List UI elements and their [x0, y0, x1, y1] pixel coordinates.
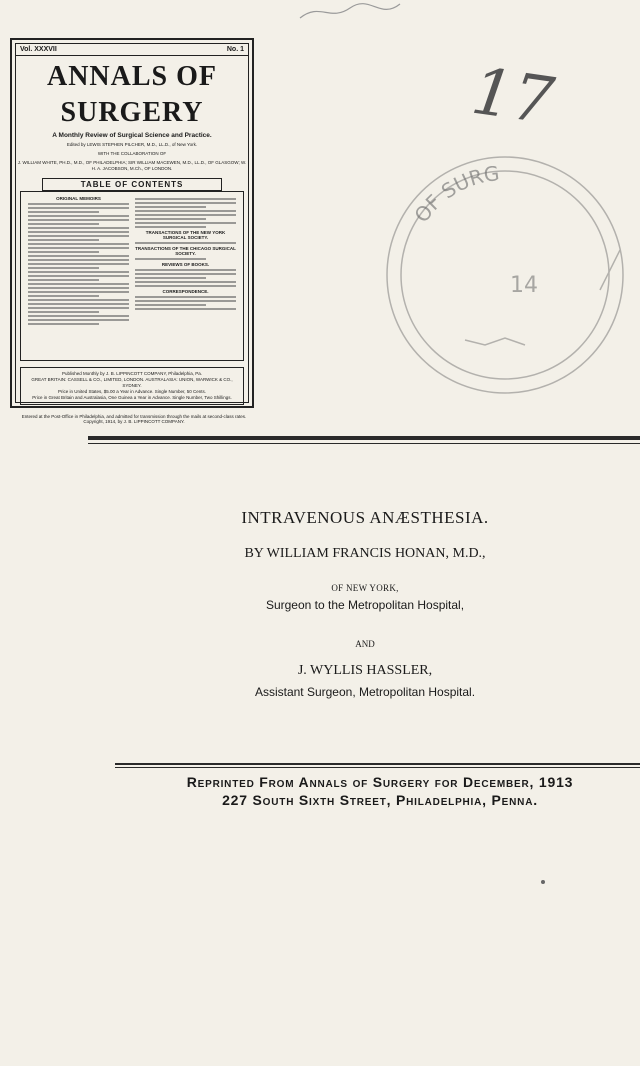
- price-line-2: Price in Great Britain and Australasia, One Guinea a Year in Advance. Single Number, Two Shillings.: [32, 395, 232, 400]
- toc-left-heading: ORIGINAL MEMOIRS: [56, 196, 101, 201]
- author-1-location: OF NEW YORK,: [331, 583, 399, 593]
- entered-line: Entered at the Post-Office in Philadelphia, and admitted for transmission through the mails at second-class rates.: [21, 414, 247, 419]
- agents-line: GREAT BRITAIN: CASSELL & CO., LIMITED, LONDON. AUSTRALASIA: UNION, WARWICK & CO., SYDNEY.: [31, 377, 233, 388]
- paper-speck: [541, 880, 545, 884]
- bottom-rule-1: [115, 763, 640, 765]
- journal-cover-frame: [15, 43, 249, 403]
- toc-right-heading-2: TRANSACTIONS OF THE CHICAGO SURGICAL SOCIETY.: [135, 246, 236, 256]
- toc-right-heading-1: TRANSACTIONS OF THE NEW YORK SURGICAL SOCIETY.: [145, 230, 226, 240]
- author-2: J. WYLLIS HASSLER,: [297, 663, 433, 678]
- article-title: INTRAVENOUS ANÆSTHESIA.: [241, 508, 489, 527]
- editor-line: Edited by LEWIS STEPHEN PILCHER, M.D., LL.D., of New York.: [66, 142, 198, 147]
- entered-notice: [14, 414, 254, 424]
- reprint-line-2: 227 South Sixth Street, Philadelphia, Penna.: [222, 792, 538, 808]
- bottom-rule-2: [115, 767, 640, 768]
- svg-text:OF SURG: [409, 161, 500, 227]
- volume-row: [16, 44, 248, 56]
- stamp-number: 14: [510, 273, 538, 298]
- toc-box: [20, 191, 244, 361]
- author-2-role: Assistant Surgeon, Metropolitan Hospital.: [254, 685, 476, 699]
- handwritten-number: 17: [467, 54, 559, 140]
- author-1: BY WILLIAM FRANCIS HONAN, M.D.,: [244, 546, 486, 561]
- top-rule-thin: [88, 443, 640, 444]
- collaboration-line: WITH THE COLLABORATION OF: [97, 151, 167, 156]
- publisher-line: Published Monthly by J. B. LIPPINCOTT COMPANY, Philadelphia, Pa.: [61, 371, 203, 376]
- number-label: No. 1: [226, 46, 244, 53]
- toc-right-column: [132, 196, 239, 356]
- top-rule-heavy: [88, 436, 640, 440]
- top-scribble: [290, 0, 410, 24]
- journal-cover: [10, 38, 254, 408]
- toc-right-heading-3: REVIEWS OF BOOKS.: [161, 262, 210, 267]
- toc-right-heading-4: CORRESPONDENCE.: [162, 289, 209, 294]
- toc-banner: TABLE OF CONTENTS: [42, 178, 222, 191]
- and-separator: AND: [355, 639, 375, 649]
- toc-left-column: [25, 196, 132, 356]
- reprint-line-1: Reprinted From Annals of Surgery for December, 1913: [186, 774, 574, 790]
- publisher-box: [20, 367, 244, 405]
- collaborators-line: J. WILLIAM WHITE, PH.D., M.D., OF PHILADELPHIA; SIR WILLIAM MACEWEN, M.D., LL.D., OF GLASGOW; W. H. A. JACOBSON, M.Ch., OF LONDON.: [17, 160, 247, 171]
- journal-title-line2: SURGERY: [60, 97, 204, 128]
- author-1-role: Surgeon to the Metropolitan Hospital,: [265, 598, 465, 612]
- copyright-line: Copyright, 1914, by J. B. LIPPINCOTT COMPANY.: [83, 419, 185, 424]
- journal-title-line1: ANNALS OF: [46, 61, 217, 92]
- library-stamp: [370, 140, 640, 410]
- journal-subtitle: A Monthly Review of Surgical Science and Practice.: [52, 132, 212, 139]
- stamp-text-arc: OF SURG: [409, 160, 501, 227]
- volume-label: Vol. XXXVII: [20, 46, 57, 53]
- price-line: Price in United States, $5.00 a Year in Advance. Single Number, 50 Cents.: [57, 389, 207, 394]
